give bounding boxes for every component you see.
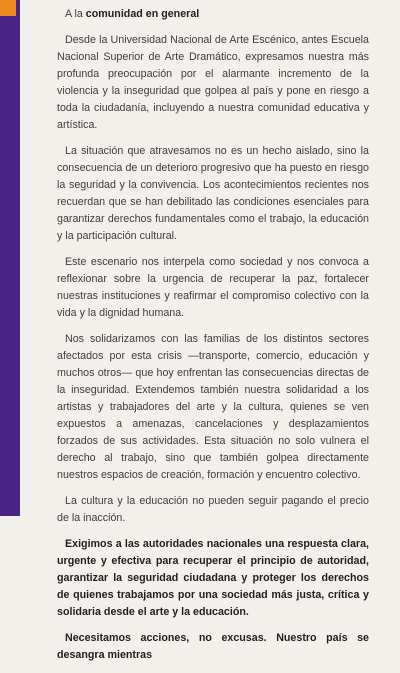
paragraph-culture: La cultura y la educación no pueden seguir pagando el precio de la inacción. (57, 495, 369, 524)
paragraph-situation: La situación que atravesamos no es un hecho aislado, sino la consecuencia de un deterioro progresivo que ha puesto en riesgo la seguridad y la convivencia. Los acontecimientos recientes nos recuerdan que se han debilitado las condiciones esenciales para garantizar derechos fundamentales como el trabajo, la educación y la participación cultural. (57, 145, 369, 242)
paragraph-solidarity: Nos solidarizamos con las familias de los distintos sectores afectados por esta crisis —transporte, comercio, educación y muchos otros— que hoy enfrentan las consecuencias directas de la inseguridad. Extendemos también nuestra solidaridad a los artistas y trabajadores del arte y la cultura, quienes se ven expuestos a amenazas, cancelaciones y desplazamientos forzados de sus actividades. Esta situación no solo vulnera el derecho al trabajo, sino que también golpea directamente nuestros espacios de creación, formación y encuentro colectivo. (57, 333, 369, 481)
salutation (57, 6, 369, 23)
letter-body (57, 6, 369, 673)
salutation-recipient: comunidad en general (85, 8, 200, 20)
paragraph-intro: Desde la Universidad Nacional de Arte Escénico, antes Escuela Nacional Superior de Arte Dramático, expresamos nuestra más profunda preocupación por el alarmante incremento de la violencia y la inseguridad que golpea al país y pone en riesgo a toda la ciudadanía, incluyendo a nuestra comunidad educativa y artística. (57, 34, 369, 131)
paragraph-reflection: Este escenario nos interpela como sociedad y nos convoca a reflexionar sobre la urgencia de recuperar la paz, fortalecer nuestras instituciones y reafirmar el compromiso colectivo con la vida y la dignidad humana. (57, 256, 369, 319)
paragraph-action: Necesitamos acciones, no excusas. Nuestro país se desangra mientras (57, 632, 369, 661)
accent-square (0, 0, 16, 16)
salutation-prefix: A la (65, 8, 86, 20)
sidebar-band (0, 0, 20, 516)
paragraph-demand: Exigimos a las autoridades nacionales una respuesta clara, urgente y efectiva para recuperar el principio de autoridad, garantizar la seguridad ciudadana y proteger los derechos de quienes trabajamos por una sociedad más justa, crítica y solidaria desde el arte y la educación. (57, 538, 369, 618)
